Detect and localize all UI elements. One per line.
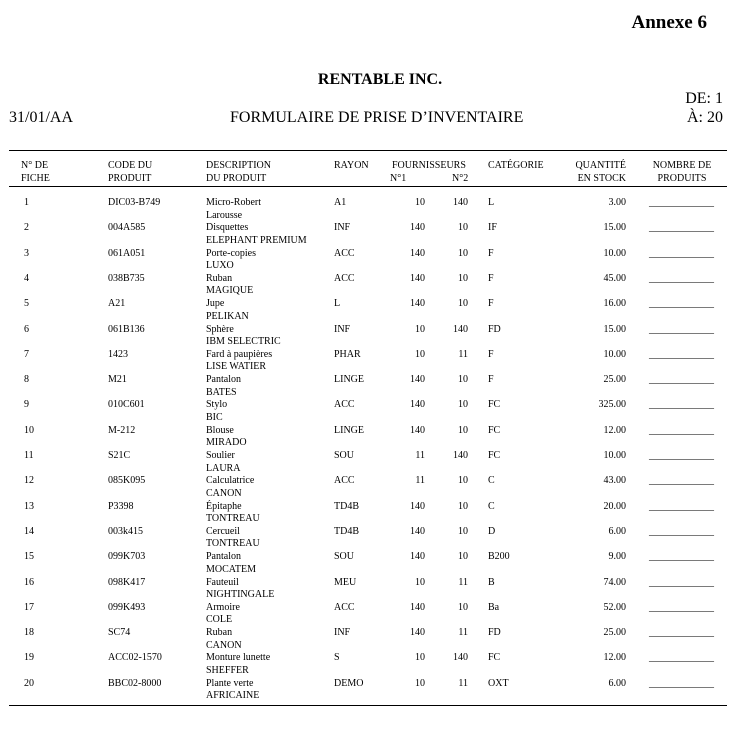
cell-quantite: 6.00 [608, 525, 626, 537]
annex-label: Annexe 6 [631, 12, 707, 33]
cell-description: Ruban [206, 272, 233, 284]
cell-description: Calculatrice [206, 475, 255, 487]
cell-rayon: ACC [334, 272, 355, 284]
cell-rayon: LINGE [334, 424, 364, 436]
cell-fournisseur-1: 140 [410, 222, 425, 234]
cell-code: SC74 [108, 627, 131, 639]
cell-description-brand: BATES [206, 386, 237, 398]
cell-rayon: ACC [334, 399, 355, 411]
cell-rayon: A1 [334, 197, 347, 208]
cell-fournisseur-2: 10 [458, 298, 468, 310]
cell-rayon: INF [334, 222, 351, 234]
cell-description-brand: MOCATEM [206, 563, 257, 575]
cell-fournisseur-1: 11 [415, 475, 425, 487]
form-date: 31/01/AA [9, 109, 73, 126]
cell-fournisseur-1: 140 [410, 424, 425, 436]
cell-rayon: TD4B [334, 500, 359, 512]
count-entry-field[interactable]: _____________ [649, 576, 714, 588]
cell-description-brand: Larousse [206, 209, 243, 221]
cell-rayon: SOU [334, 551, 355, 563]
cell-fiche: 10 [24, 424, 34, 436]
cell-fiche: 20 [24, 677, 34, 689]
count-entry-field[interactable]: _____________ [649, 551, 714, 563]
cell-description-brand: BIC [206, 411, 223, 423]
cell-categorie: F [488, 348, 494, 360]
count-entry-field[interactable]: _____________ [649, 222, 714, 234]
cell-description-brand: MAGIQUE [206, 285, 254, 297]
cell-fiche: 17 [24, 601, 34, 613]
count-entry-field[interactable]: _____________ [649, 424, 714, 436]
cell-rayon: PHAR [334, 348, 361, 360]
cell-fournisseur-2: 10 [458, 551, 468, 563]
cell-categorie: FC [488, 652, 501, 664]
cell-categorie: FC [488, 424, 501, 436]
header-code: CODE DU PRODUIT [108, 160, 153, 184]
cell-fournisseur-1: 10 [415, 197, 425, 208]
cell-code: 038B735 [108, 272, 145, 284]
cell-rayon: MEU [334, 576, 357, 588]
cell-categorie: D [488, 525, 496, 537]
cell-categorie: OXT [488, 677, 509, 689]
count-entry-field[interactable]: _____________ [649, 197, 714, 208]
cell-fournisseur-1: 10 [415, 348, 425, 360]
cell-code: 098K417 [108, 576, 146, 588]
cell-description: Pantalon [206, 551, 241, 563]
cell-fournisseur-1: 140 [410, 627, 425, 639]
cell-fiche: 6 [24, 323, 29, 335]
cell-description: Blouse [206, 424, 234, 436]
cell-fournisseur-2: 10 [458, 424, 468, 436]
cell-fournisseur-1: 10 [415, 323, 425, 335]
cell-categorie: Ba [488, 601, 500, 613]
cell-rayon: ACC [334, 475, 355, 487]
cell-description: Pantalon [206, 374, 241, 386]
cell-fournisseur-2: 10 [458, 222, 468, 234]
cell-code: A21 [108, 298, 126, 310]
count-entry-field[interactable]: _____________ [649, 525, 714, 537]
header-bottom-rule [9, 186, 727, 187]
cell-fiche: 16 [24, 576, 34, 588]
count-entry-field[interactable]: _____________ [649, 272, 714, 284]
cell-description: Fauteuil [206, 576, 239, 588]
count-entry-field[interactable]: _____________ [649, 374, 714, 386]
cell-description-brand: COLE [206, 614, 233, 626]
count-entry-field[interactable]: _____________ [649, 652, 714, 664]
cell-fournisseur-1: 140 [410, 399, 425, 411]
cell-description: Armoire [206, 601, 240, 613]
cell-quantite: 45.00 [603, 272, 626, 284]
cell-fiche: 14 [24, 525, 34, 537]
cell-description-brand: CANON [206, 487, 242, 499]
cell-categorie: FC [488, 450, 501, 461]
cell-fournisseur-1: 140 [410, 525, 425, 537]
cell-quantite: 52.00 [603, 601, 626, 613]
cell-categorie: FD [488, 627, 501, 639]
cell-fournisseur-1: 140 [410, 298, 425, 310]
cell-code: 099K493 [108, 601, 146, 613]
header-fournisseur-1: N°1 [390, 173, 407, 184]
count-entry-field[interactable]: _____________ [649, 500, 714, 512]
cell-rayon: SOU [334, 450, 355, 461]
cell-quantite: 9.00 [608, 551, 626, 563]
count-entry-field[interactable]: _____________ [649, 247, 714, 259]
cell-code: S21C [108, 450, 131, 461]
cell-description: Plante verte [206, 677, 254, 689]
cell-fournisseur-2: 10 [458, 247, 468, 259]
cell-fournisseur-1: 140 [410, 374, 425, 386]
cell-fiche: 9 [24, 399, 29, 411]
cell-description-brand: LISE WATIER [206, 361, 267, 373]
count-entry-field[interactable]: _____________ [649, 627, 714, 639]
cell-description-brand: MIRADO [206, 437, 247, 449]
cell-description: Jupe [206, 298, 225, 310]
cell-description: Soulier [206, 450, 235, 461]
cell-fournisseur-2: 140 [453, 652, 468, 664]
cell-description-brand: LUXO [206, 260, 234, 272]
cell-code: 061B136 [108, 323, 145, 335]
header-description: DESCRIPTION DU PRODUIT [206, 160, 272, 184]
cell-description-brand: ELEPHANT PREMIUM [206, 234, 307, 246]
cell-fiche: 11 [24, 450, 34, 461]
cell-description: Ruban [206, 627, 233, 639]
cell-quantite: 25.00 [603, 374, 626, 386]
count-entry-field[interactable]: _____________ [649, 298, 714, 310]
cell-fournisseur-1: 140 [410, 247, 425, 259]
cell-categorie: F [488, 298, 494, 310]
cell-fournisseur-1: 10 [415, 652, 425, 664]
header-nombre: NOMBRE DE PRODUITS [652, 160, 712, 184]
cell-fiche: 12 [24, 475, 34, 487]
cell-fiche: 13 [24, 500, 34, 512]
count-entry-field[interactable]: _____________ [649, 323, 714, 335]
cell-fournisseur-1: 10 [415, 576, 425, 588]
cell-categorie: C [488, 500, 495, 512]
table-top-rule [9, 150, 727, 151]
cell-categorie: FD [488, 323, 501, 335]
cell-fournisseur-2: 140 [453, 450, 468, 461]
cell-fiche: 7 [24, 348, 29, 360]
range-from: DE: 1 [685, 90, 723, 107]
cell-description-brand: LAURA [206, 462, 241, 474]
range-to: À: 20 [687, 109, 723, 126]
cell-fournisseur-2: 10 [458, 399, 468, 411]
cell-rayon: INF [334, 323, 351, 335]
cell-fiche: 3 [24, 247, 29, 259]
cell-description: Micro-Robert [206, 197, 261, 208]
cell-rayon: ACC [334, 247, 355, 259]
cell-code: 061A051 [108, 247, 146, 259]
cell-fiche: 5 [24, 298, 29, 310]
cell-fournisseur-1: 140 [410, 500, 425, 512]
cell-code: ACC02-1570 [108, 652, 162, 664]
cell-quantite: 74.00 [603, 576, 626, 588]
cell-fournisseur-1: 140 [410, 551, 425, 563]
cell-fiche: 19 [24, 652, 34, 664]
cell-description: Sphère [206, 323, 234, 335]
cell-categorie: F [488, 272, 494, 284]
cell-description-brand: CANON [206, 639, 242, 651]
cell-fournisseur-2: 10 [458, 525, 468, 537]
cell-code: 099K703 [108, 551, 146, 563]
cell-description-brand: TONTREAU [206, 538, 260, 550]
cell-fournisseur-1: 11 [415, 450, 425, 461]
cell-quantite: 12.00 [603, 652, 626, 664]
cell-code: 010C601 [108, 399, 145, 411]
cell-code: M21 [108, 374, 127, 386]
cell-quantite: 325.00 [598, 399, 626, 411]
cell-description-brand: AFRICAINE [206, 690, 260, 702]
form-title: FORMULAIRE DE PRISE D’INVENTAIRE [230, 109, 524, 126]
count-entry-field[interactable]: _____________ [649, 677, 714, 689]
cell-rayon: ACC [334, 601, 355, 613]
cell-quantite: 16.00 [603, 298, 626, 310]
cell-categorie: C [488, 475, 495, 487]
cell-fournisseur-2: 10 [458, 272, 468, 284]
cell-quantite: 3.00 [608, 197, 626, 208]
cell-fournisseur-2: 10 [458, 500, 468, 512]
cell-description-brand: IBM SELECTRIC [206, 336, 281, 347]
cell-description-brand: NIGHTINGALE [206, 589, 275, 600]
cell-quantite: 6.00 [608, 677, 626, 689]
cell-rayon: DEMO [334, 677, 364, 689]
cell-categorie: B [488, 576, 495, 588]
header-categorie: CATÉGORIE [488, 160, 544, 171]
cell-fournisseur-1: 140 [410, 272, 425, 284]
cell-description: Cercueil [206, 525, 240, 537]
header-fournisseurs: FOURNISSEURS [392, 160, 466, 171]
header-quantite: QUANTITÉ EN STOCK [575, 160, 626, 184]
count-entry-field[interactable]: _____________ [649, 450, 714, 461]
cell-categorie: IF [488, 222, 497, 234]
cell-rayon: INF [334, 627, 351, 639]
cell-description: Épitaphe [206, 500, 242, 512]
cell-description-brand: SHEFFER [206, 664, 249, 676]
cell-fournisseur-2: 140 [453, 323, 468, 335]
cell-code: 085K095 [108, 475, 146, 487]
cell-description: Porte-copies [206, 247, 256, 259]
cell-rayon: LINGE [334, 374, 364, 386]
cell-fournisseur-2: 140 [453, 197, 468, 208]
cell-fiche: 18 [24, 627, 34, 639]
cell-description-brand: PELIKAN [206, 310, 249, 322]
cell-code: BBC02-8000 [108, 677, 162, 689]
table-bottom-rule [9, 705, 727, 706]
cell-fournisseur-1: 10 [415, 677, 425, 689]
cell-quantite: 10.00 [603, 450, 626, 461]
count-entry-field[interactable]: _____________ [649, 475, 714, 487]
cell-fournisseur-1: 140 [410, 601, 425, 613]
cell-code: 003k415 [108, 525, 143, 537]
cell-categorie: FC [488, 399, 501, 411]
cell-description-brand: TONTREAU [206, 513, 260, 525]
cell-code: P3398 [108, 500, 134, 512]
cell-fournisseur-2: 11 [458, 348, 468, 360]
cell-rayon: L [334, 298, 341, 310]
cell-code: 1423 [108, 348, 128, 360]
cell-fournisseur-2: 11 [458, 576, 468, 588]
cell-fiche: 2 [24, 222, 29, 234]
header-fournisseur-2: N°2 [452, 173, 469, 184]
cell-quantite: 15.00 [603, 323, 626, 335]
count-entry-field[interactable]: _____________ [649, 399, 714, 411]
cell-fiche: 8 [24, 374, 29, 386]
cell-categorie: F [488, 374, 494, 386]
cell-quantite: 43.00 [603, 475, 626, 487]
cell-categorie: L [488, 197, 495, 208]
cell-quantite: 10.00 [603, 348, 626, 360]
cell-quantite: 12.00 [603, 424, 626, 436]
cell-rayon: S [334, 652, 340, 664]
company-name: RENTABLE INC. [317, 71, 443, 88]
cell-code: 004A585 [108, 222, 146, 234]
count-entry-field[interactable]: _____________ [649, 601, 714, 613]
cell-rayon: TD4B [334, 525, 359, 537]
cell-fournisseur-2: 10 [458, 601, 468, 613]
cell-fiche: 15 [24, 551, 34, 563]
cell-code: DIC03-B749 [108, 197, 161, 208]
cell-fournisseur-2: 10 [458, 374, 468, 386]
cell-fournisseur-2: 11 [458, 677, 468, 689]
cell-categorie: B200 [488, 551, 510, 563]
cell-description: Stylo [206, 399, 228, 411]
cell-description: Disquettes [206, 222, 249, 234]
cell-categorie: F [488, 247, 494, 259]
cell-fournisseur-2: 11 [458, 627, 468, 639]
cell-fiche: 4 [24, 272, 29, 284]
cell-quantite: 20.00 [603, 500, 626, 512]
cell-quantite: 25.00 [603, 627, 626, 639]
header-fiche: N° DE FICHE [21, 160, 50, 184]
cell-fournisseur-2: 10 [458, 475, 468, 487]
header-rayon: RAYON [334, 160, 369, 171]
cell-quantite: 10.00 [603, 247, 626, 259]
cell-description: Fard à paupières [206, 348, 273, 360]
cell-description: Monture lunette [206, 652, 271, 664]
cell-quantite: 15.00 [603, 222, 626, 234]
count-entry-field[interactable]: _____________ [649, 348, 714, 360]
cell-code: M-212 [108, 424, 136, 436]
cell-fiche: 1 [24, 197, 29, 208]
